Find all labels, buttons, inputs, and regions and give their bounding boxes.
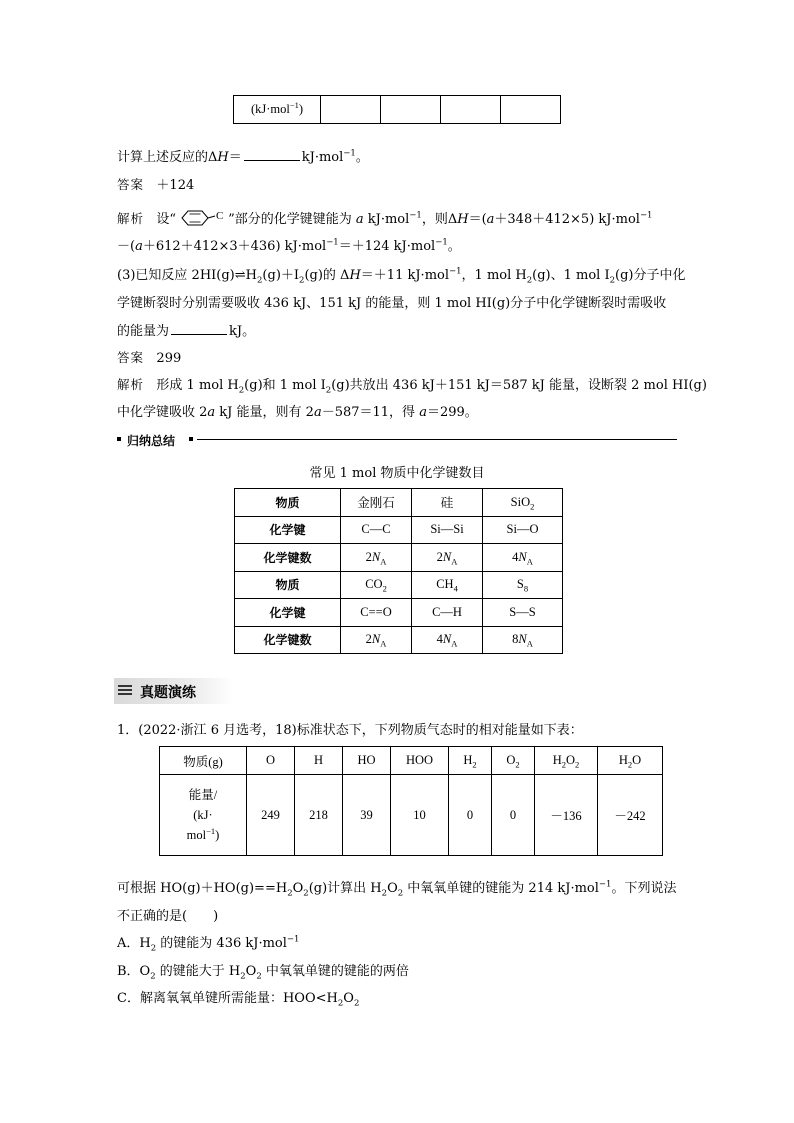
table-header-cell: $O_2$ xyxy=(492,747,535,775)
q3-answer: 答案 299 xyxy=(117,350,182,366)
table-header-cell: $H_2$ xyxy=(449,747,492,775)
bond-count-table xyxy=(234,488,563,654)
q2-answer: 答案 ＋124 xyxy=(117,177,195,193)
top-partial-table xyxy=(233,95,561,124)
row-header-cell: 化学键数 xyxy=(235,626,341,654)
table-cell: 218 xyxy=(295,775,343,856)
row-header-cell: 化学键数 xyxy=(235,544,341,572)
table-cell: $2N_A$ xyxy=(341,544,412,572)
section-icon xyxy=(118,685,132,697)
q3-line-1: (3)已知反应 $2HI(g)\rightleftharpoons H_2(g)+I_2(g)$的 ΔH＝＋11 kJ·mol$^{-1}$，1 mol $H_2(g)$、1 mol $I_2(g)$分子中化 xyxy=(117,266,686,286)
table-cell xyxy=(381,96,441,124)
table-row xyxy=(160,775,663,856)
q3-line-3: 的能量为 kJ。 xyxy=(117,324,256,339)
answer-blank xyxy=(171,322,227,335)
answer-blank xyxy=(244,148,300,161)
table-header-cell: HO xyxy=(343,747,391,775)
table-cell: S—S xyxy=(483,599,563,627)
table-cell: 249 xyxy=(247,775,295,856)
table-cell: $4N_A$ xyxy=(412,626,483,654)
table-cell: 金刚石 xyxy=(341,489,412,517)
table-header-cell: $H_2O$ xyxy=(598,747,663,775)
row-header-cell: 化学键 xyxy=(235,599,341,627)
option-c[interactable]: C．解离氧氧单键所需能量：$HOO<H_2O_2$ xyxy=(117,991,360,1009)
row-header-cell: 物质 xyxy=(235,489,341,517)
row-header-cell: 物质 xyxy=(235,571,341,599)
option-b[interactable]: B．$O_2$ 的键能大于 $H_2O_2$ 中氧氧单键的键能的两倍 xyxy=(117,964,409,982)
table-cell: $S_8$ xyxy=(483,571,563,599)
table-cell: 硅 xyxy=(412,489,483,517)
table-header-cell: 物质(g) xyxy=(160,747,247,775)
table-row xyxy=(235,626,563,654)
table-cell: －242 xyxy=(598,775,663,856)
row-header-cell: 能量/ (kJ· mol$^{-1}$) xyxy=(160,775,247,856)
bond-table-caption: 常见 1 mol 物质中化学键数目 xyxy=(309,466,485,481)
table-cell: SiO$_2$ xyxy=(483,489,563,517)
table-cell: $8N_A$ xyxy=(483,626,563,654)
table-row xyxy=(234,96,561,124)
table-row xyxy=(160,747,663,775)
benzene-ring-icon xyxy=(177,208,227,228)
table-cell: (kJ·mol$^{-1}$) xyxy=(234,96,321,124)
table-cell: $CH_4$ xyxy=(412,571,483,599)
table-cell: C—C xyxy=(341,516,412,544)
table-cell: $CO_2$ xyxy=(341,571,412,599)
section-title-band xyxy=(114,678,234,704)
table-cell xyxy=(441,96,501,124)
q2-prompt: 计算上述反应的ΔH＝ kJ·mol$^{-1}$。 xyxy=(117,148,369,165)
problem1-stem-line-2: 不正确的是( ) xyxy=(117,909,219,924)
table-row xyxy=(235,571,563,599)
q3-analysis-line-1: 解析 形成 1 mol $H_2(g)$和 1 mol $I_2(g)$共放出 436 kJ＋151 kJ＝587 kJ 能量，设断裂 2 mol HI(g) xyxy=(117,377,707,396)
bullet-icon xyxy=(189,437,193,441)
q3-analysis-line-2: 中化学键吸收 2a kJ 能量，则有 2a－587＝11，得 a＝299。 xyxy=(117,405,478,420)
table-cell: 0 xyxy=(449,775,492,856)
table-cell: Si—Si xyxy=(412,516,483,544)
q2-analysis-line-1: 解析 设“ C ”部分的化学键键能为 a kJ·mol$^{-1}$，则ΔH＝(a＋348＋412×5) kJ·mol$^{-1}$ xyxy=(117,210,653,227)
row-header-cell: 化学键 xyxy=(235,516,341,544)
table-row xyxy=(235,599,563,627)
table-header-cell: HOO xyxy=(391,747,449,775)
problem1-stem-line-1: 可根据 $HO(g)+HO(g)==H_2O_2(g)$计算出 $H_2O_2$ 中氧氧单键的键能为 214 kJ·mol$^{-1}$。下列说法 xyxy=(117,879,677,899)
table-cell: 10 xyxy=(391,775,449,856)
bullet-icon xyxy=(117,437,121,441)
table-row xyxy=(235,544,563,572)
benzene-substituent-label: C xyxy=(216,210,224,222)
table-cell: C==O xyxy=(341,599,412,627)
summary-header-label: 归纳总结 xyxy=(127,434,176,448)
table-cell: $2N_A$ xyxy=(412,544,483,572)
table-cell: 0 xyxy=(492,775,535,856)
summary-section-header xyxy=(117,432,677,448)
divider xyxy=(197,439,677,440)
table-cell: C—H xyxy=(412,599,483,627)
table-cell xyxy=(501,96,561,124)
option-a[interactable]: A．$H_2$ 的键能为 436 kJ·mol$^{-1}$ xyxy=(117,934,300,954)
q3-line-2: 学键断裂时分别需要吸收 436 kJ、151 kJ 的能量，则 1 mol HI(g)分子中化学键断裂时需吸收 xyxy=(117,296,667,311)
section-title: 真题演练 xyxy=(140,685,196,701)
q2-analysis-line-2: －(a＋612＋412×3＋436) kJ·mol$^{-1}$＝＋124 kJ·mol$^{-1}$。 xyxy=(117,237,461,254)
table-header-cell: O xyxy=(247,747,295,775)
table-cell: $2N_A$ xyxy=(341,626,412,654)
table-cell: －136 xyxy=(535,775,598,856)
table-header-cell: H xyxy=(295,747,343,775)
table-cell xyxy=(321,96,381,124)
problem1-intro: 1．(2022·浙江 6 月选考，18)标准状态下，下列物质气态时的相对能量如下表： xyxy=(117,723,583,738)
table-cell: Si—O xyxy=(483,516,563,544)
table-cell: 39 xyxy=(343,775,391,856)
table-cell: $4N_A$ xyxy=(483,544,563,572)
table-header-cell: $H_2O_2$ xyxy=(535,747,598,775)
table-row xyxy=(235,489,563,517)
relative-energy-table xyxy=(159,746,663,856)
table-row xyxy=(235,516,563,544)
